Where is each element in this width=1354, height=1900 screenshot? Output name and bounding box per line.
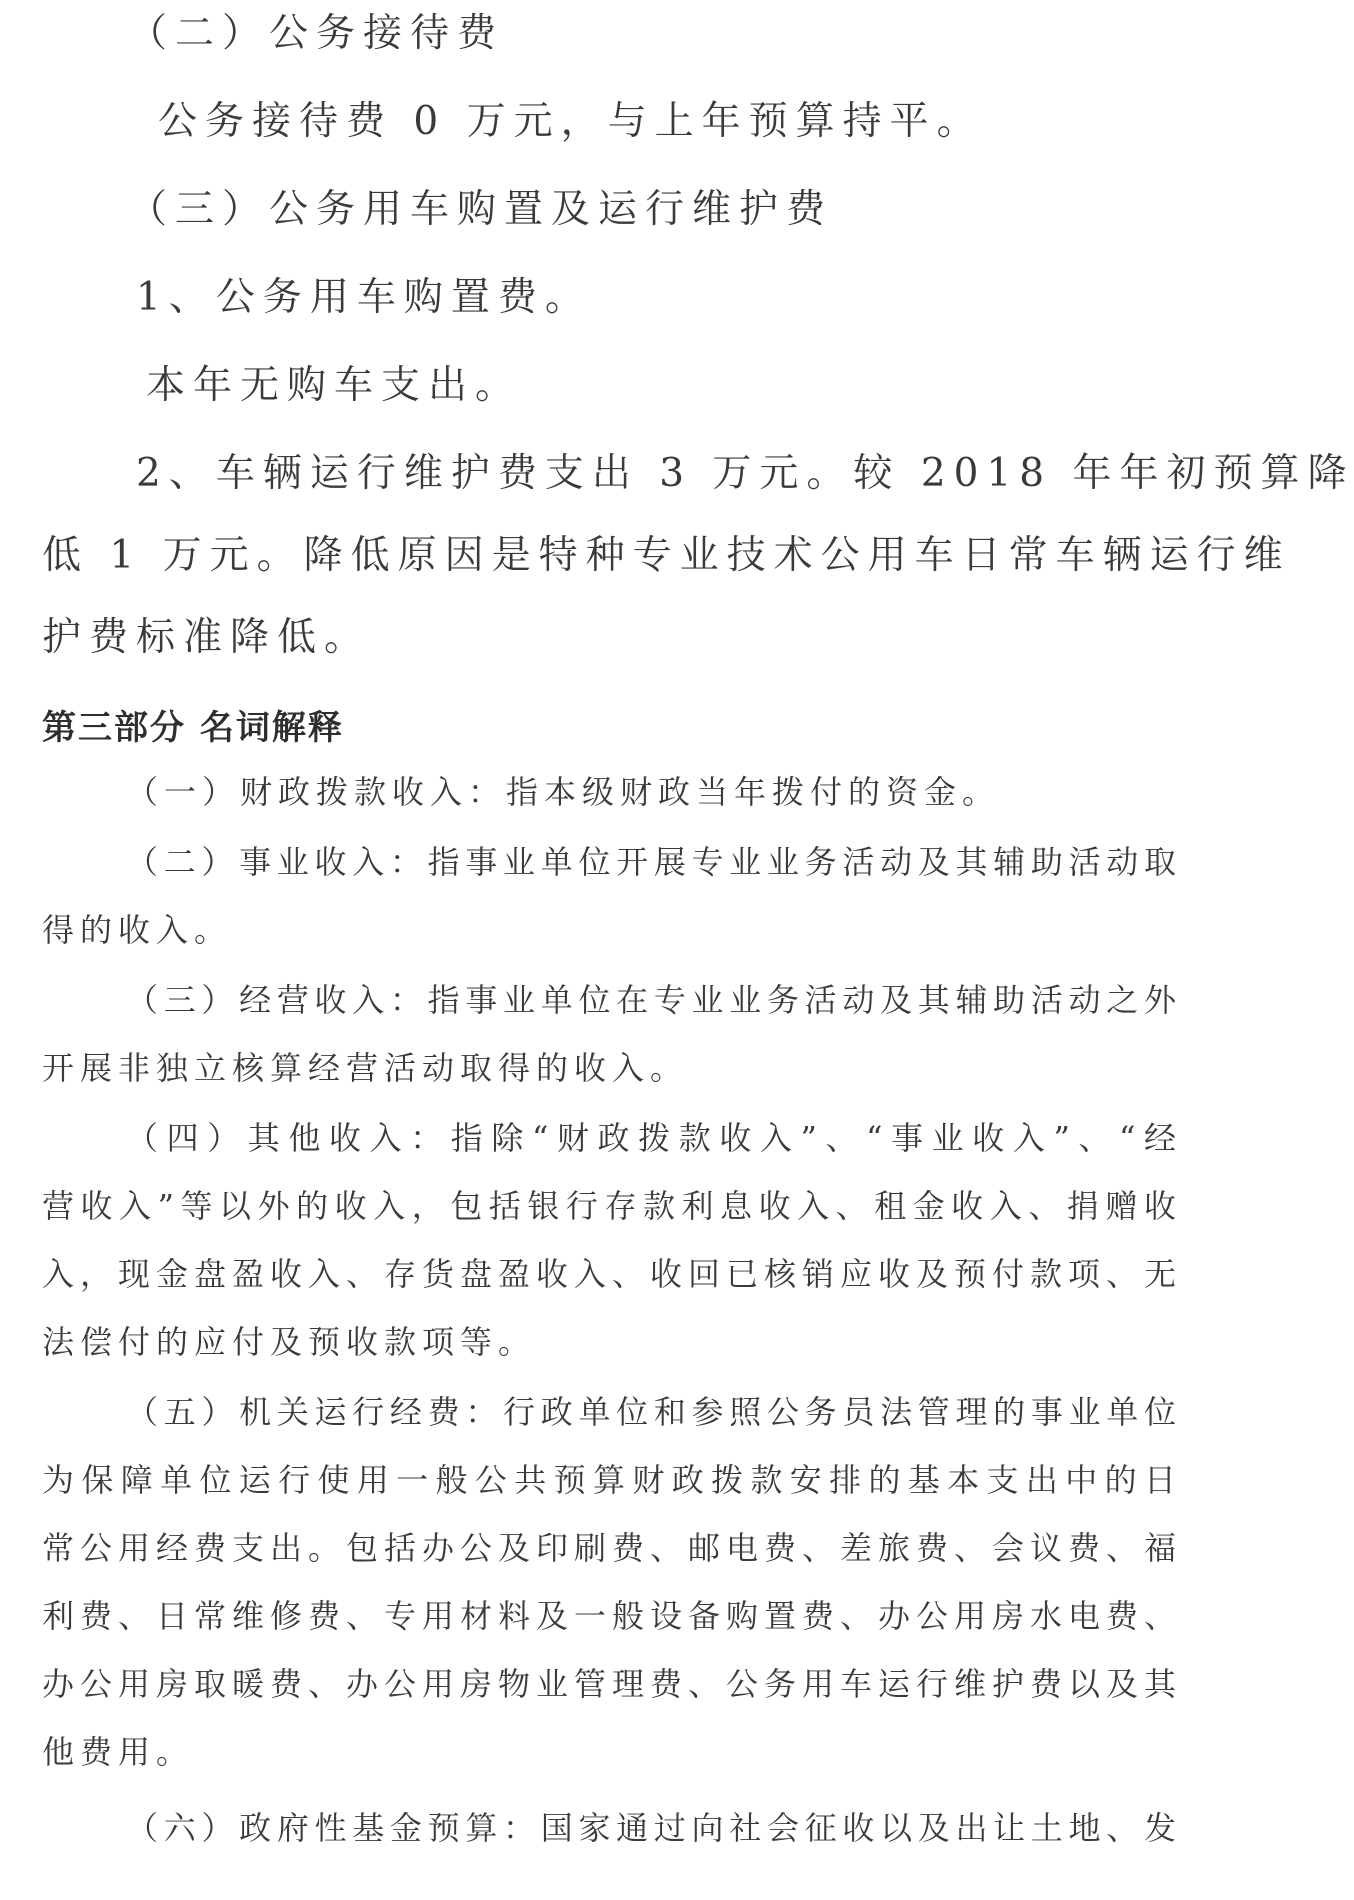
item-reception-title: （二）公务接待费 [128,11,505,56]
definition-line: （三）经营收入：指事业单位在专业业务活动及其辅助活动之外 [126,981,1180,1019]
definition-line: 利费、日常维修费、专用材料及一般设备购置费、办公用房水电费、 [42,1597,1180,1635]
definition-line: 常公用经费支出。包括办公及印刷费、邮电费、差旅费、会议费、福 [42,1529,1180,1567]
definition-line: 他费用。 [42,1733,195,1771]
definition-line: （六）政府性基金预算：国家通过向社会征收以及出让土地、发 [126,1809,1180,1847]
definition-line: 营收入”等以外的收入，包括银行存款利息收入、租金收入、捐赠收 [42,1187,1180,1225]
definition-line: 办公用房取暖费、办公用房物业管理费、公务用车运行维护费以及其 [42,1665,1180,1703]
definition-line: （五）机关运行经费：行政单位和参照公务员法管理的事业单位 [126,1393,1180,1431]
definition-line: （一）财政拨款收入：指本级财政当年拨付的资金。 [126,773,1001,811]
section-heading: 第三部分 名词解释 [42,708,344,748]
item-vehicle-maintenance-line: 2、车辆运行维护费支出 3 万元。较 2018 年年初预算降 [136,451,1354,496]
definition-line: 入，现金盘盈收入、存货盘盈收入、收回已核销应收及预付款项、无 [42,1255,1180,1293]
definition-line: （四）其他收入：指除“财政拨款收入”、“事业收入”、“经 [126,1119,1180,1157]
definition-line: 开展非独立核算经营活动取得的收入。 [42,1049,689,1087]
item-vehicle-maintenance-line: 低 1 万元。降低原因是特种专业技术公用车日常车辆运行维 [42,533,1291,578]
item-vehicle-purchase-title: 1、公务用车购置费。 [136,275,592,320]
item-vehicle-maintenance-line: 护费标准降低。 [42,615,372,660]
definition-line: 得的收入。 [42,911,233,949]
item-vehicle-purchase-body: 本年无购车支出。 [146,363,523,408]
definition-line: 为保障单位运行使用一般公共预算财政拨款安排的基本支出中的日 [42,1461,1180,1499]
definition-line: 法偿付的应付及预收款项等。 [42,1323,537,1361]
item-reception-body: 公务接待费 0 万元，与上年预算持平。 [158,99,984,144]
definition-line: （二）事业收入：指事业单位开展专业业务活动及其辅助活动取 [126,843,1180,881]
item-vehicle-title: （三）公务用车购置及运行维护费 [128,187,834,232]
